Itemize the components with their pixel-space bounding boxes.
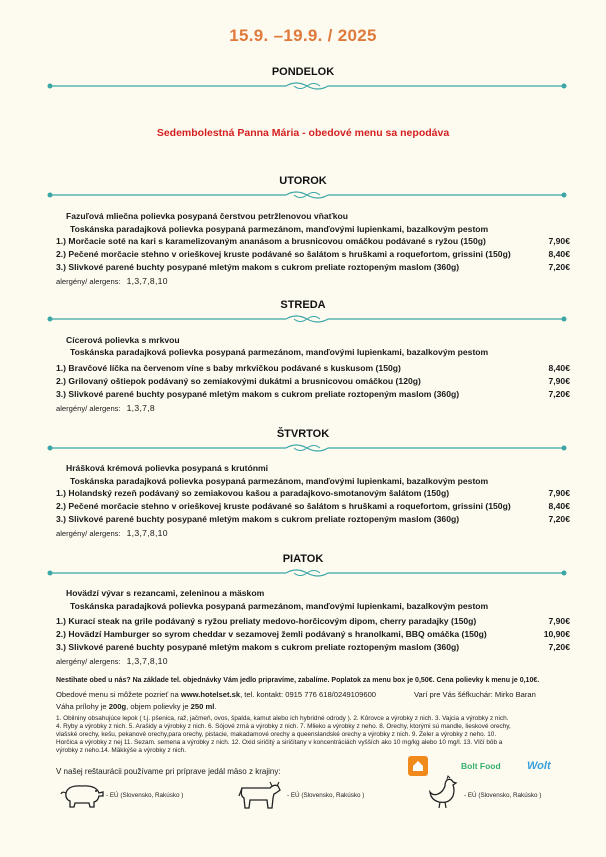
soup-1: Fazuľová mliečna polievka posypaná čerstvou petržlenovou vňaťkou bbox=[66, 211, 349, 221]
menu-item-2: 2.) Hovädzí Hamburger so syrom cheddar v sezamovej žemli podávaný s hranolkami, BBQ omáčka (150g) bbox=[56, 629, 487, 639]
menu-item-price-3: 7,20€ bbox=[548, 262, 570, 272]
soup-1: Hrášková krémová polievka posypaná s krutónmi bbox=[66, 463, 269, 473]
ornament-divider bbox=[46, 312, 568, 326]
menu-item-price-1: 7,90€ bbox=[548, 236, 570, 246]
bolt-food-logo[interactable]: Bolt Food bbox=[461, 761, 501, 771]
menu-date-title: 15.9. –19.9. / 2025 bbox=[229, 26, 377, 45]
allergens-row bbox=[56, 528, 168, 538]
menu-item-price-3: 7,20€ bbox=[548, 642, 570, 652]
cow-origin-label: - EÚ (Slovensko, Rakúsko ) bbox=[287, 792, 365, 799]
contact-line bbox=[56, 690, 376, 699]
menu-item-price-3: 7,20€ bbox=[548, 389, 570, 399]
soup-2: Toskánska paradajková polievka posypaná parmezánom, manďovými lupienkami, bazalkovým pestom bbox=[70, 224, 489, 234]
ornament-divider bbox=[46, 566, 568, 580]
day-heading-monday: PONDELOK bbox=[271, 66, 335, 78]
allergens-row bbox=[56, 403, 155, 413]
chicken-icon bbox=[425, 774, 461, 810]
day-heading-wednesday: STREDA bbox=[280, 299, 326, 311]
menu-item-3: 3.) Slivkové parené buchty posypané mletým makom s cukrom preliate roztopeným maslom (360g) bbox=[56, 389, 460, 399]
soup-2: Toskánska paradajková polievka posypaná parmezánom, manďovými lupienkami, bazalkovým pestom bbox=[70, 476, 489, 486]
allergens-label: alergény/ alergens: bbox=[56, 404, 121, 413]
menu-item-price-1: 7,90€ bbox=[548, 488, 570, 498]
pig-icon bbox=[58, 781, 106, 809]
portion-text-a: Váha prílohy je bbox=[56, 702, 109, 711]
menu-item-1: 1.) Kurací steak na grile podávaný s ryžou preliaty medovo-horčicovým dipom, cherry paradajky (150g) bbox=[56, 616, 477, 626]
takeaway-note: Nestihate obed u nás? Na základe tel. objednávky Vám jedlo pripravíme, zabalíme. Poplatok za menu box je 0,50€. Cena polievky k menu je 0,10€. bbox=[56, 677, 540, 684]
allergens-row bbox=[56, 276, 168, 286]
allergens-label: alergény/ alergens: bbox=[56, 277, 121, 286]
side-weight: 200g bbox=[108, 702, 127, 711]
cow-icon bbox=[236, 780, 284, 810]
allergen-list-line: výrobky z neho.14. Mäkkýše a výrobky z nich. bbox=[56, 747, 186, 754]
menu-item-price-3: 7,20€ bbox=[548, 514, 570, 524]
wolt-logo[interactable]: Wolt bbox=[527, 760, 551, 772]
menu-item-price-2: 10,90€ bbox=[543, 629, 570, 639]
meat-origin-heading: V našej reštaurácii používame pri príprave jedál mäso z krajiny: bbox=[56, 767, 281, 776]
day-heading-thursday: ŠTVRTOK bbox=[276, 428, 330, 440]
website-link[interactable]: www.hotelset.sk bbox=[180, 690, 241, 699]
soup-1: Cícerová polievka s mrkvou bbox=[66, 335, 180, 345]
allergens-value: 1,3,7,8 bbox=[126, 403, 155, 413]
soup-1: Hovädzí vývar s rezancami, zeleninou a mäskom bbox=[66, 588, 265, 598]
day-heading-tuesday: UTOROK bbox=[279, 175, 327, 187]
menu-item-3: 3.) Slivkové parené buchty posypané mletým makom s cukrom preliate roztopeným maslom (360g) bbox=[56, 262, 460, 272]
menu-item-price-1: 8,40€ bbox=[548, 363, 570, 373]
house-icon bbox=[408, 756, 428, 776]
menu-item-1: 1.) Holandský rezeň podávaný so zemiakovou kašou a paradajkovo-smotanovým šalátom (150g) bbox=[56, 488, 450, 498]
allergen-list-line: 1. Obilniny obsahujúce lepok ( t.j. pšenica, raž, jačmeň, ovos, špalda, kamut alebo ich hybridné odrody ). 2. Kôrovce a výrobky z nich. 3. Vajcia a výrobky z nich. bbox=[56, 715, 509, 722]
ornament-divider bbox=[46, 441, 568, 455]
allergens-label: alergény/ alergens: bbox=[56, 529, 121, 538]
chicken-origin-label: - EÚ (Slovensko, Rakúsko ) bbox=[464, 792, 542, 799]
allergens-value: 1,3,7,8,10 bbox=[126, 656, 168, 666]
menu-item-2: 2.) Pečené morčacie stehno v orieškovej kruste podávané so šalátom s hruškami a roquefortom, grissini (150g) bbox=[56, 249, 511, 259]
menu-item-price-2: 8,40€ bbox=[548, 501, 570, 511]
allergens-label: alergény/ alergens: bbox=[56, 657, 121, 666]
chef-credit: Varí pre Vás šéfkuchár: Mirko Baran bbox=[414, 690, 536, 699]
contact-text-a: Obedové menu si môžete pozrieť na bbox=[56, 690, 181, 699]
delivery-logo-orange[interactable] bbox=[408, 756, 428, 776]
menu-item-price-2: 7,90€ bbox=[548, 376, 570, 386]
ornament-divider bbox=[46, 79, 568, 93]
portion-text-b: , objem polievky je bbox=[126, 702, 191, 711]
menu-item-1: 1.) Morčacie soté na kari s karamelizovaným ananásom a brusnicovou omáčkou podávané s ryžou (150g) bbox=[56, 236, 486, 246]
allergens-value: 1,3,7,8,10 bbox=[126, 276, 168, 286]
day-heading-friday: PIATOK bbox=[282, 553, 324, 565]
allergens-value: 1,3,7,8,10 bbox=[126, 528, 168, 538]
soup-2: Toskánska paradajková polievka posypaná parmezánom, manďovými lupienkami, bazalkovým pestom bbox=[70, 347, 489, 357]
allergens-row bbox=[56, 656, 168, 666]
portion-info bbox=[56, 702, 216, 711]
menu-item-2: 2.) Grilovaný oštiepok podávaný so zemiakovými dukátmi a brusnicovou omáčkou (120g) bbox=[56, 376, 421, 386]
allergen-list-line: Horčica a výrobky z nej 11. Sezam. semena a výrobky z nich. 12. Oxid siričitý a siričitany v koncentráciách vyšších ako 10 mg/kg alebo 10 mg/l. 13. Vlčí bôb a bbox=[56, 739, 503, 746]
menu-item-1: 1.) Bravčové líčka na červenom víne s baby mrkvičkou podávané s kuskusom (150g) bbox=[56, 363, 401, 373]
menu-item-price-1: 7,90€ bbox=[548, 616, 570, 626]
allergen-list-line: vlašské orechy, kešu, pekanové orechy,para orechy, pistacie, makadamové orechy a queenslandské orechy a výrobky z nich. 9. Zeler a výrobky z neho. 10. bbox=[56, 731, 497, 738]
ornament-divider bbox=[46, 188, 568, 202]
portion-text-c: . bbox=[214, 702, 217, 711]
contact-phone: , tel. kontakt: 0915 776 618/0249109600 bbox=[240, 690, 377, 699]
menu-item-price-2: 8,40€ bbox=[548, 249, 570, 259]
allergen-list-line: 4. Ryby a výrobky z nich. 5. Arašidy a výrobky z nich. 6. Sójové zrná a výrobky z nich. 7. Mlieko a výrobky z neho. 8. Orechy, ktorými sú mandle, lieskové orechy, bbox=[56, 723, 511, 730]
menu-item-3: 3.) Slivkové parené buchty posypané mletým makom s cukrom preliate roztopeným maslom (360g) bbox=[56, 514, 460, 524]
monday-closed-note: Sedembolestná Panna Mária - obedové menu sa nepodáva bbox=[156, 127, 450, 139]
menu-item-3: 3.) Slivkové parené buchty posypané mletým makom s cukrom preliate roztopeným maslom (360g) bbox=[56, 642, 460, 652]
menu-item-2: 2.) Pečené morčacie stehno v orieškovej kruste podávané so šalátom s hruškami a roquefortom, grissini (150g) bbox=[56, 501, 511, 511]
soup-2: Toskánska paradajková polievka posypaná parmezánom, manďovými lupienkami, bazalkovým pestom bbox=[70, 601, 489, 611]
soup-volume: 250 ml bbox=[190, 702, 215, 711]
pig-origin-label: - EÚ (Slovensko, Rakúsko ) bbox=[106, 792, 184, 799]
